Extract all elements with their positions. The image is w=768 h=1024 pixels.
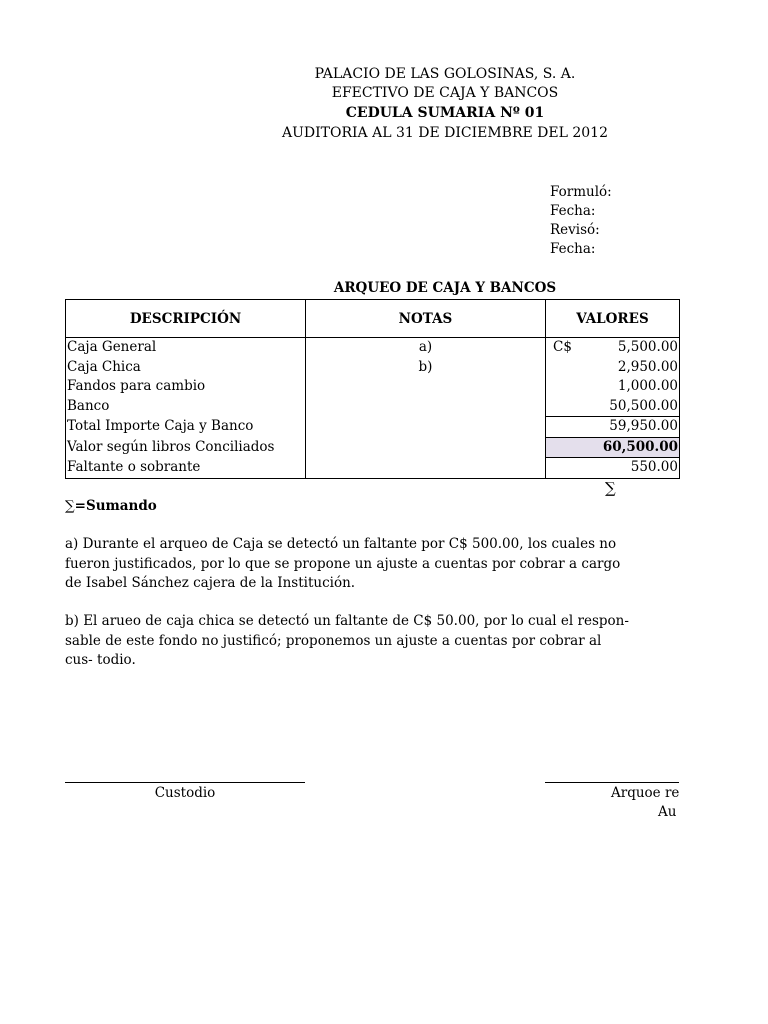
table-row — [66, 338, 680, 358]
row-note — [306, 417, 546, 438]
row-description: Caja Chica — [66, 358, 306, 378]
document-subject: EFECTIVO DE CAJA Y BANCOS — [331, 85, 559, 101]
note-a: a) Durante el arqueo de Caja se detectó un faltante por C$ 500.00, los cuales no fueron justificados, por lo que se propone un ajuste a cuentas por cobrar a cargo de Isabel Sánchez cajera de la Institución. — [65, 536, 621, 591]
row-value: 1,000.00 — [546, 377, 680, 397]
row-value: 50,500.00 — [546, 397, 680, 417]
audit-period: AUDITORIA AL 31 DE DICIEMBRE DEL 2012 — [282, 125, 608, 141]
fecha-label-2: Fecha: — [550, 241, 596, 257]
row-note — [306, 458, 546, 479]
table-row — [66, 358, 680, 378]
row-description: Banco — [66, 397, 306, 417]
row-description: Total Importe Caja y Banco — [66, 417, 306, 438]
column-header-descripcion: DESCRIPCIÓN — [66, 300, 306, 338]
total-importe-value: 59,950.00 — [546, 417, 680, 438]
company-name: PALACIO DE LAS GOLOSINAS, S. A. — [314, 66, 576, 82]
libros-value: 60,500.00 — [546, 437, 680, 458]
table-row — [66, 437, 680, 458]
row-note — [306, 397, 546, 417]
row-note — [306, 377, 546, 397]
note-b: b) El arueo de caja chica se detectó un faltante de C$ 50.00, por lo cual el respon- sable de este fondo no justificó; proponemos un ajuste a cuentas por cobrar al cus- todio. — [65, 613, 629, 668]
row-value: 2,950.00 — [546, 358, 680, 378]
table-title: ARQUEO DE CAJA Y BANCOS — [333, 280, 557, 296]
row-note: b) — [306, 358, 546, 378]
auditor-label: Au — [658, 804, 677, 820]
arqueo-signature-line — [545, 782, 679, 783]
arqueo-label: Arquoe re — [611, 785, 679, 801]
formulo-label: Formuló: — [550, 184, 612, 200]
row-description: Faltante o sobrante — [66, 458, 306, 479]
legend-text: =Sumando — [74, 498, 157, 514]
legend — [65, 496, 157, 516]
table-row — [66, 458, 680, 479]
row-value-cell — [546, 338, 680, 358]
currency-symbol: C$ — [553, 339, 572, 355]
row-note: a) — [306, 338, 546, 358]
sigma-mark: ∑ — [605, 479, 616, 497]
arqueo-table — [65, 299, 680, 479]
table-row — [66, 417, 680, 438]
faltante-value: 550.00 — [546, 458, 680, 479]
table-row — [66, 397, 680, 417]
table-header-row — [66, 300, 680, 338]
row-description: Fandos para cambio — [66, 377, 306, 397]
cedula-title: CEDULA SUMARIA Nº 01 — [345, 105, 545, 121]
column-header-notas: NOTAS — [306, 300, 546, 338]
reviso-label: Revisó: — [550, 222, 600, 238]
row-description: Caja General — [66, 338, 306, 358]
table-row — [66, 377, 680, 397]
column-header-valores: VALORES — [546, 300, 680, 338]
row-value: 5,500.00 — [617, 339, 678, 356]
fecha-label: Fecha: — [550, 203, 596, 219]
row-note — [306, 437, 546, 458]
sigma-symbol: ∑ — [65, 498, 75, 514]
row-description: Valor según libros Conciliados — [66, 437, 306, 458]
custodio-signature-line — [65, 782, 305, 783]
custodio-label: Custodio — [154, 785, 216, 801]
